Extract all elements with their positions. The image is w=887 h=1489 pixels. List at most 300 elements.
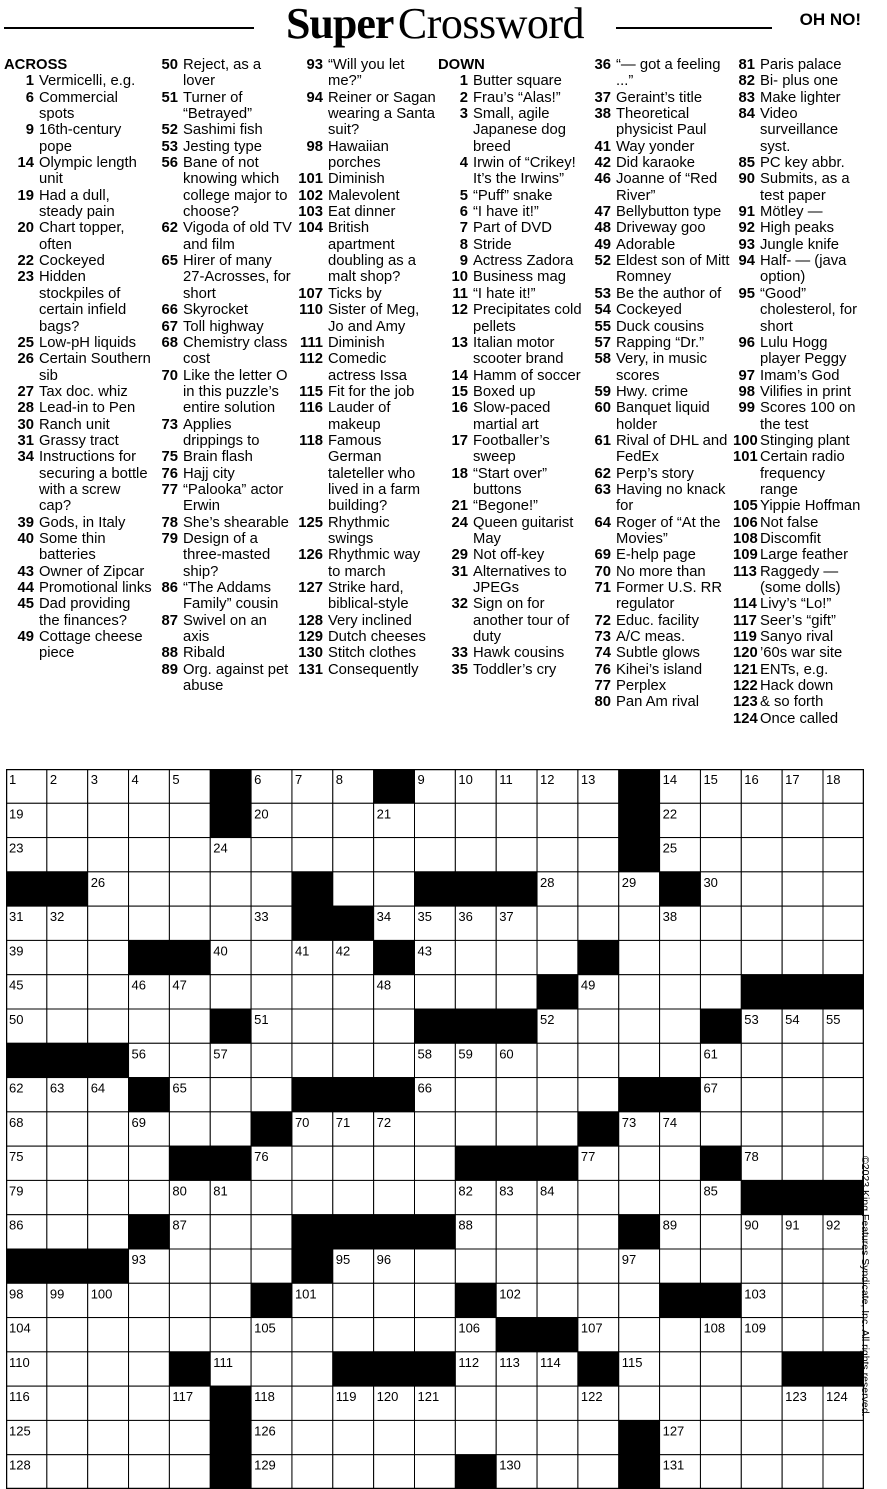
grid-cell[interactable] <box>47 769 88 803</box>
grid-cell[interactable] <box>455 1078 496 1112</box>
grid-cell[interactable] <box>823 1386 864 1420</box>
grid-cell[interactable] <box>374 1112 415 1146</box>
grid-cell[interactable] <box>700 1249 741 1283</box>
grid-cell[interactable] <box>333 1146 374 1180</box>
grid-cell[interactable] <box>6 1112 47 1146</box>
clue-item[interactable] <box>438 204 593 220</box>
grid-cell[interactable] <box>6 1318 47 1352</box>
grid-cell[interactable] <box>578 975 619 1009</box>
clue-item[interactable] <box>592 106 732 139</box>
clue-item[interactable] <box>733 90 863 106</box>
grid-cell[interactable] <box>129 1043 170 1077</box>
clue-item[interactable] <box>592 204 732 220</box>
grid-cell[interactable] <box>292 1420 333 1454</box>
grid-cell[interactable] <box>782 803 823 837</box>
clue-item[interactable] <box>733 531 863 547</box>
clue-item[interactable] <box>592 286 732 302</box>
grid-cell[interactable] <box>660 940 701 974</box>
grid-cell[interactable] <box>741 1283 782 1317</box>
grid-cell[interactable] <box>374 1146 415 1180</box>
grid-cell[interactable] <box>374 872 415 906</box>
clue-item[interactable] <box>294 515 436 548</box>
grid-cell[interactable] <box>6 975 47 1009</box>
grid-cell[interactable] <box>210 906 251 940</box>
grid-cell[interactable] <box>660 1455 701 1489</box>
grid-cell[interactable] <box>537 1078 578 1112</box>
grid-cell[interactable] <box>496 1386 537 1420</box>
grid-cell[interactable] <box>660 1249 701 1283</box>
grid-cell[interactable] <box>578 906 619 940</box>
grid-cell[interactable] <box>169 1318 210 1352</box>
grid-cell[interactable] <box>210 1043 251 1077</box>
clue-item[interactable] <box>158 122 293 138</box>
clue-item[interactable] <box>592 90 732 106</box>
grid-cell[interactable] <box>619 906 660 940</box>
grid-cell[interactable] <box>496 1352 537 1386</box>
grid-cell[interactable] <box>47 940 88 974</box>
grid-cell[interactable] <box>782 1283 823 1317</box>
grid-cell[interactable] <box>700 1352 741 1386</box>
grid-cell[interactable] <box>782 1078 823 1112</box>
grid-cell[interactable] <box>415 1146 456 1180</box>
grid-cell[interactable] <box>578 1318 619 1352</box>
grid-cell[interactable] <box>169 1455 210 1489</box>
grid-cell[interactable] <box>741 940 782 974</box>
grid-cell[interactable] <box>823 803 864 837</box>
grid-cell[interactable] <box>374 1249 415 1283</box>
grid-cell[interactable] <box>455 1352 496 1386</box>
clue-item[interactable] <box>592 139 732 155</box>
grid-cell[interactable] <box>741 1043 782 1077</box>
grid-cell[interactable] <box>374 803 415 837</box>
clue-item[interactable] <box>4 433 154 449</box>
clue-item[interactable] <box>438 269 593 285</box>
clue-item[interactable] <box>733 433 863 449</box>
clue-item[interactable] <box>592 319 732 335</box>
grid-cell[interactable] <box>47 1386 88 1420</box>
clue-item[interactable] <box>158 368 293 417</box>
grid-cell[interactable] <box>823 1146 864 1180</box>
grid-cell[interactable] <box>619 1112 660 1146</box>
grid-cell[interactable] <box>251 1318 292 1352</box>
grid-cell[interactable] <box>619 1009 660 1043</box>
grid-cell[interactable] <box>333 1283 374 1317</box>
grid-cell[interactable] <box>333 940 374 974</box>
grid-cell[interactable] <box>578 1078 619 1112</box>
grid-cell[interactable] <box>374 1009 415 1043</box>
clue-item[interactable] <box>438 335 593 368</box>
clue-item[interactable] <box>592 678 732 694</box>
grid-cell[interactable] <box>741 1420 782 1454</box>
grid-cell[interactable] <box>823 1043 864 1077</box>
grid-cell[interactable] <box>333 1249 374 1283</box>
grid-cell[interactable] <box>782 1249 823 1283</box>
grid-cell[interactable] <box>578 1180 619 1214</box>
grid-cell[interactable] <box>333 1180 374 1214</box>
grid-cell[interactable] <box>292 1386 333 1420</box>
clue-item[interactable] <box>4 384 154 400</box>
clue-item[interactable] <box>158 662 293 695</box>
grid-cell[interactable] <box>415 1112 456 1146</box>
grid-cell[interactable] <box>333 1112 374 1146</box>
grid-cell[interactable] <box>374 1386 415 1420</box>
grid-cell[interactable] <box>374 975 415 1009</box>
clue-item[interactable] <box>158 449 293 465</box>
grid-cell[interactable] <box>619 872 660 906</box>
grid-cell[interactable] <box>333 1043 374 1077</box>
clue-item[interactable] <box>733 286 863 335</box>
clue-item[interactable] <box>438 220 593 236</box>
grid-cell[interactable] <box>741 1455 782 1489</box>
clue-item[interactable] <box>592 613 732 629</box>
grid-cell[interactable] <box>578 1146 619 1180</box>
clue-item[interactable] <box>158 253 293 302</box>
grid-cell[interactable] <box>496 940 537 974</box>
clue-item[interactable] <box>592 253 732 286</box>
grid-cell[interactable] <box>333 769 374 803</box>
grid-cell[interactable] <box>415 1283 456 1317</box>
clue-item[interactable] <box>592 482 732 515</box>
clue-item[interactable] <box>592 384 732 400</box>
grid-cell[interactable] <box>251 1215 292 1249</box>
clue-item[interactable] <box>158 220 293 253</box>
grid-cell[interactable] <box>619 1352 660 1386</box>
grid-cell[interactable] <box>6 1283 47 1317</box>
grid-cell[interactable] <box>374 906 415 940</box>
clue-item[interactable] <box>592 302 732 318</box>
grid-cell[interactable] <box>537 1249 578 1283</box>
grid-cell[interactable] <box>782 1146 823 1180</box>
clue-item[interactable] <box>158 531 293 580</box>
grid-cell[interactable] <box>210 1112 251 1146</box>
grid-cell[interactable] <box>47 1420 88 1454</box>
clue-item[interactable] <box>438 286 593 302</box>
grid-cell[interactable] <box>823 1283 864 1317</box>
grid-cell[interactable] <box>415 1078 456 1112</box>
clue-item[interactable] <box>4 122 154 155</box>
grid-cell[interactable] <box>251 1249 292 1283</box>
grid-cell[interactable] <box>537 803 578 837</box>
grid-cell[interactable] <box>333 1318 374 1352</box>
grid-cell[interactable] <box>578 1043 619 1077</box>
grid-cell[interactable] <box>210 1352 251 1386</box>
grid-cell[interactable] <box>210 1318 251 1352</box>
grid-cell[interactable] <box>415 769 456 803</box>
grid-cell[interactable] <box>782 1112 823 1146</box>
grid-cell[interactable] <box>6 769 47 803</box>
clue-item[interactable] <box>4 90 154 123</box>
grid-cell[interactable] <box>700 975 741 1009</box>
grid-cell[interactable] <box>660 1112 701 1146</box>
clue-item[interactable] <box>438 515 593 548</box>
grid-cell[interactable] <box>210 975 251 1009</box>
grid-cell[interactable] <box>292 803 333 837</box>
clue-item[interactable] <box>294 384 436 400</box>
grid-cell[interactable] <box>741 1215 782 1249</box>
grid-cell[interactable] <box>169 1009 210 1043</box>
grid-cell[interactable] <box>578 838 619 872</box>
clue-item[interactable] <box>438 547 593 563</box>
clue-item[interactable] <box>438 400 593 433</box>
grid-cell[interactable] <box>169 838 210 872</box>
grid-cell[interactable] <box>88 1352 129 1386</box>
grid-cell[interactable] <box>251 838 292 872</box>
grid-cell[interactable] <box>619 975 660 1009</box>
clue-item[interactable] <box>4 73 154 89</box>
grid-cell[interactable] <box>169 1386 210 1420</box>
grid-cell[interactable] <box>537 940 578 974</box>
grid-cell[interactable] <box>660 1009 701 1043</box>
grid-cell[interactable] <box>292 940 333 974</box>
clue-item[interactable] <box>294 662 436 678</box>
grid-cell[interactable] <box>782 1420 823 1454</box>
grid-cell[interactable] <box>578 803 619 837</box>
grid-cell[interactable] <box>292 1112 333 1146</box>
clue-item[interactable] <box>158 482 293 515</box>
clue-item[interactable] <box>4 417 154 433</box>
clue-item[interactable] <box>733 400 863 433</box>
grid-cell[interactable] <box>782 906 823 940</box>
clue-item[interactable] <box>592 57 732 90</box>
grid-cell[interactable] <box>333 1455 374 1489</box>
clue-item[interactable] <box>733 498 863 514</box>
clue-item[interactable] <box>733 515 863 531</box>
grid-cell[interactable] <box>496 769 537 803</box>
grid-cell[interactable] <box>169 872 210 906</box>
grid-cell[interactable] <box>88 838 129 872</box>
grid-cell[interactable] <box>88 1420 129 1454</box>
grid-cell[interactable] <box>6 1009 47 1043</box>
clue-item[interactable] <box>294 204 436 220</box>
grid-cell[interactable] <box>333 803 374 837</box>
clue-item[interactable] <box>733 711 863 727</box>
clue-item[interactable] <box>294 613 436 629</box>
clue-item[interactable] <box>592 564 732 580</box>
grid-cell[interactable] <box>129 1249 170 1283</box>
grid-cell[interactable] <box>782 1009 823 1043</box>
grid-cell[interactable] <box>619 940 660 974</box>
grid-cell[interactable] <box>88 1009 129 1043</box>
grid-cell[interactable] <box>455 1112 496 1146</box>
grid-cell[interactable] <box>292 1283 333 1317</box>
grid-cell[interactable] <box>823 1420 864 1454</box>
grid-cell[interactable] <box>496 1112 537 1146</box>
grid-cell[interactable] <box>292 1009 333 1043</box>
grid-cell[interactable] <box>700 838 741 872</box>
grid-cell[interactable] <box>6 940 47 974</box>
grid-cell[interactable] <box>823 1078 864 1112</box>
clue-item[interactable] <box>733 155 863 171</box>
clue-item[interactable] <box>592 351 732 384</box>
grid-cell[interactable] <box>169 769 210 803</box>
grid-cell[interactable] <box>741 838 782 872</box>
grid-cell[interactable] <box>251 1043 292 1077</box>
grid-cell[interactable] <box>496 1078 537 1112</box>
grid-cell[interactable] <box>47 803 88 837</box>
clue-item[interactable] <box>294 286 436 302</box>
clue-item[interactable] <box>733 547 863 563</box>
clue-item[interactable] <box>294 645 436 661</box>
grid-cell[interactable] <box>374 1043 415 1077</box>
grid-cell[interactable] <box>169 1249 210 1283</box>
grid-cell[interactable] <box>47 1112 88 1146</box>
grid-cell[interactable] <box>6 1146 47 1180</box>
clue-item[interactable] <box>592 433 732 466</box>
grid-cell[interactable] <box>537 1043 578 1077</box>
grid-cell[interactable] <box>660 1420 701 1454</box>
grid-cell[interactable] <box>129 975 170 1009</box>
grid-cell[interactable] <box>578 1386 619 1420</box>
clue-item[interactable] <box>438 662 593 678</box>
grid-cell[interactable] <box>47 1283 88 1317</box>
grid-cell[interactable] <box>782 872 823 906</box>
grid-cell[interactable] <box>251 975 292 1009</box>
grid-cell[interactable] <box>251 769 292 803</box>
clue-item[interactable] <box>294 220 436 285</box>
grid-cell[interactable] <box>660 975 701 1009</box>
grid-cell[interactable] <box>415 1249 456 1283</box>
grid-cell[interactable] <box>496 1455 537 1489</box>
grid-cell[interactable] <box>700 803 741 837</box>
clue-item[interactable] <box>4 400 154 416</box>
grid-cell[interactable] <box>374 1420 415 1454</box>
grid-cell[interactable] <box>496 1283 537 1317</box>
grid-cell[interactable] <box>537 1420 578 1454</box>
grid-cell[interactable] <box>333 975 374 1009</box>
grid-cell[interactable] <box>741 803 782 837</box>
grid-cell[interactable] <box>210 838 251 872</box>
grid-cell[interactable] <box>782 1455 823 1489</box>
grid-cell[interactable] <box>455 1386 496 1420</box>
grid-cell[interactable] <box>619 1043 660 1077</box>
grid-cell[interactable] <box>210 940 251 974</box>
grid-cell[interactable] <box>823 838 864 872</box>
clue-item[interactable] <box>438 237 593 253</box>
grid-cell[interactable] <box>210 1283 251 1317</box>
grid-cell[interactable] <box>700 1455 741 1489</box>
grid-cell[interactable] <box>251 1009 292 1043</box>
clue-item[interactable] <box>294 629 436 645</box>
grid-cell[interactable] <box>700 872 741 906</box>
clue-item[interactable] <box>294 547 436 580</box>
grid-cell[interactable] <box>578 1009 619 1043</box>
grid-cell[interactable] <box>823 1215 864 1249</box>
grid-cell[interactable] <box>6 1455 47 1489</box>
clue-item[interactable] <box>158 155 293 220</box>
grid-cell[interactable] <box>537 1352 578 1386</box>
grid-cell[interactable] <box>129 1455 170 1489</box>
clue-item[interactable] <box>4 564 154 580</box>
clue-item[interactable] <box>158 417 293 450</box>
grid-cell[interactable] <box>251 1352 292 1386</box>
grid-cell[interactable] <box>47 1078 88 1112</box>
clue-item[interactable] <box>4 335 154 351</box>
grid-cell[interactable] <box>292 1146 333 1180</box>
clue-item[interactable] <box>438 368 593 384</box>
grid-cell[interactable] <box>47 838 88 872</box>
clue-item[interactable] <box>158 302 293 318</box>
grid-cell[interactable] <box>251 1455 292 1489</box>
grid-cell[interactable] <box>660 838 701 872</box>
grid-cell[interactable] <box>455 1420 496 1454</box>
grid-cell[interactable] <box>537 1180 578 1214</box>
grid-cell[interactable] <box>455 1043 496 1077</box>
grid-cell[interactable] <box>129 872 170 906</box>
clue-item[interactable] <box>733 564 863 597</box>
grid-cell[interactable] <box>88 1455 129 1489</box>
clue-item[interactable] <box>592 171 732 204</box>
clue-item[interactable] <box>4 596 154 629</box>
grid-cell[interactable] <box>496 1215 537 1249</box>
grid-cell[interactable] <box>129 906 170 940</box>
clue-item[interactable] <box>158 515 293 531</box>
grid-cell[interactable] <box>88 1180 129 1214</box>
clue-item[interactable] <box>733 368 863 384</box>
clue-item[interactable] <box>438 384 593 400</box>
clue-item[interactable] <box>294 57 436 90</box>
grid-cell[interactable] <box>47 1009 88 1043</box>
grid-cell[interactable] <box>415 1180 456 1214</box>
grid-cell[interactable] <box>88 803 129 837</box>
grid-cell[interactable] <box>700 1215 741 1249</box>
grid-cell[interactable] <box>169 1180 210 1214</box>
clue-item[interactable] <box>733 220 863 236</box>
grid-cell[interactable] <box>129 1180 170 1214</box>
grid-cell[interactable] <box>88 1283 129 1317</box>
grid-cell[interactable] <box>741 1078 782 1112</box>
grid-cell[interactable] <box>741 1112 782 1146</box>
grid-cell[interactable] <box>415 1386 456 1420</box>
grid-cell[interactable] <box>496 838 537 872</box>
grid-cell[interactable] <box>496 975 537 1009</box>
grid-cell[interactable] <box>660 1180 701 1214</box>
grid-cell[interactable] <box>700 906 741 940</box>
grid-cell[interactable] <box>333 1009 374 1043</box>
clue-item[interactable] <box>438 106 593 155</box>
grid-cell[interactable] <box>455 769 496 803</box>
grid-cell[interactable] <box>6 1180 47 1214</box>
grid-cell[interactable] <box>129 1386 170 1420</box>
grid-cell[interactable] <box>782 1318 823 1352</box>
grid-cell[interactable] <box>210 1078 251 1112</box>
grid-cell[interactable] <box>782 1043 823 1077</box>
grid-cell[interactable] <box>251 872 292 906</box>
clue-item[interactable] <box>733 237 863 253</box>
clue-item[interactable] <box>294 90 436 139</box>
grid-cell[interactable] <box>292 1318 333 1352</box>
clue-item[interactable] <box>4 531 154 564</box>
clue-item[interactable] <box>733 662 863 678</box>
grid-cell[interactable] <box>6 906 47 940</box>
grid-cell[interactable] <box>660 803 701 837</box>
grid-cell[interactable] <box>700 1078 741 1112</box>
grid-cell[interactable] <box>333 1386 374 1420</box>
grid-cell[interactable] <box>251 906 292 940</box>
clue-item[interactable] <box>438 564 593 597</box>
grid-cell[interactable] <box>660 1352 701 1386</box>
grid-cell[interactable] <box>455 1249 496 1283</box>
grid-cell[interactable] <box>292 838 333 872</box>
grid-cell[interactable] <box>88 940 129 974</box>
grid-cell[interactable] <box>47 906 88 940</box>
grid-cell[interactable] <box>823 1009 864 1043</box>
grid-cell[interactable] <box>6 1352 47 1386</box>
grid-cell[interactable] <box>782 940 823 974</box>
clue-item[interactable] <box>592 400 732 433</box>
grid-cell[interactable] <box>619 1249 660 1283</box>
grid-cell[interactable] <box>537 838 578 872</box>
grid-cell[interactable] <box>823 1455 864 1489</box>
